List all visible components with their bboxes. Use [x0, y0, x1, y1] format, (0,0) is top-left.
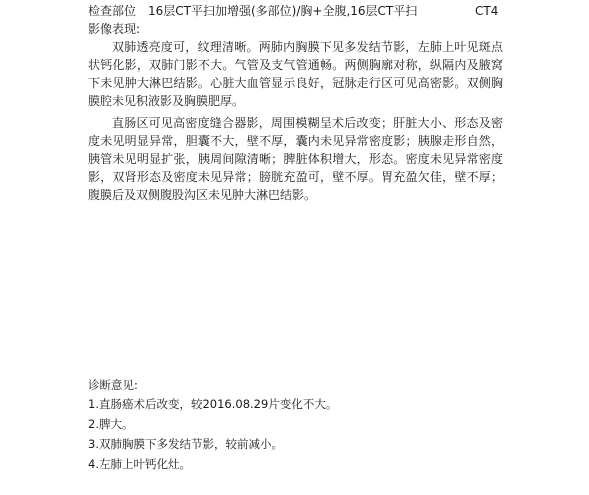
diagnosis-heading: 诊断意见: — [88, 378, 138, 392]
diagnosis-item: 3.双肺胸膜下多发结节影，较前减小。 — [88, 437, 283, 451]
diagnosis-item: 4.左肺上叶钙化灶。 — [88, 457, 191, 471]
diagnosis-item: 2.脾大。 — [88, 417, 134, 431]
diagnosis-list — [88, 394, 337, 474]
exam-region-value: 16层CT平扫加增强(多部位)/胸+全腹,16层CT平扫 — [148, 4, 418, 18]
findings-paragraph-abdomen: 直肠区可见高密度缝合器影，周围模糊呈术后改变；肝脏大小、形态及密度未见明显异常，胆囊不大，壁不厚，囊内未见异常密度影；胰腺走形自然，胰管未见明显扩张，胰周间隙清晰；脾脏体积增大，形态。密度未见异常密度影，双肾形态及密度未见异常；膀胱充盈可，壁不厚。胃充盈欠佳，壁不厚；腹膜后及双侧腹股沟区未见肿大淋巴结影。 — [88, 116, 503, 202]
exam-region-label: 检查部位 — [88, 4, 137, 18]
exam-region-line — [88, 2, 498, 20]
diagnosis-item: 1.直肠癌术后改变，较2016.08.29片变化不大。 — [88, 397, 338, 411]
findings-heading: 影像表现: — [88, 22, 141, 36]
exam-modality-code: CT4 — [475, 4, 499, 18]
findings-paragraph-chest: 双肺透亮度可，纹理清晰。两肺内胸膜下见多发结节影，左肺上叶见斑点状钙化影，双肺门影不大。气管及支气管通畅。两侧胸廓对称，纵隔内及腋窝下未见肿大淋巴结影。心脏大血管显示良好，冠脉走行区可见高密影。双侧胸膜腔未见积液影及胸膜肥厚。 — [88, 40, 503, 108]
